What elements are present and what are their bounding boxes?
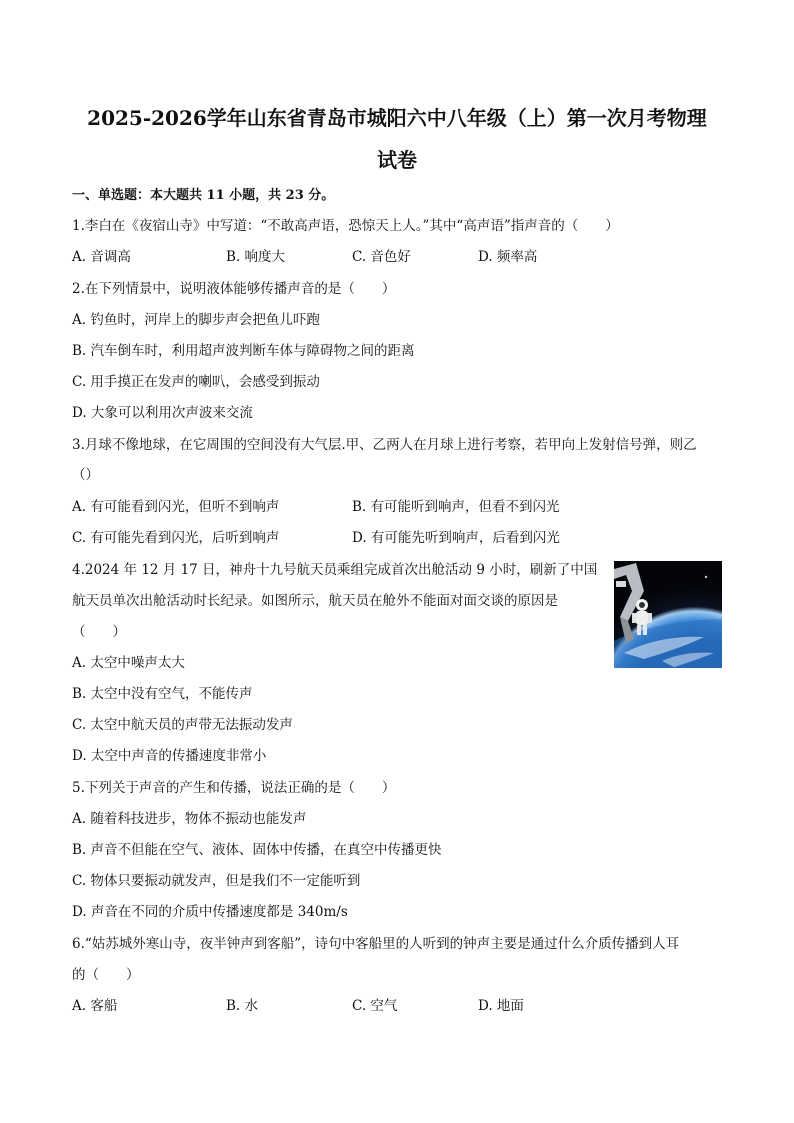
question-1-option-c: C. 音色好: [352, 249, 411, 265]
question-6-option-a: A. 客船: [72, 998, 118, 1014]
question-6-option-b: B. 水: [226, 998, 259, 1014]
question-4-stem-line3: （ ）: [72, 624, 126, 640]
question-5-option-a: A. 随着科技进步，物体不振动也能发声: [72, 811, 307, 827]
question-5-option-d: D. 声音在不同的介质中传播速度都是 340m/s: [72, 904, 348, 920]
question-3-stem-line2: （）: [72, 467, 99, 483]
question-2-option-a: A. 钓鱼时，河岸上的脚步声会把鱼儿吓跑: [72, 312, 320, 328]
question-2-option-b: B. 汽车倒车时，利用超声波判断车体与障碍物之间的距离: [72, 343, 415, 359]
question-1-option-a: A. 音调高: [72, 249, 131, 265]
question-4-option-b: B. 太空中没有空气，不能传声: [72, 686, 253, 702]
question-6-stem-line2: 的（ ）: [72, 967, 140, 983]
question-3-option-d: D. 有可能先听到响声，后看到闪光: [352, 530, 560, 546]
question-1-option-b: B. 响度大: [226, 249, 286, 265]
question-4-stem-line1: 4.2024 年 12 月 17 日，神舟十九号航天员乘组完成首次出舱活动 9 小时，刷新了中国: [72, 562, 598, 578]
question-3-option-c: C. 有可能先看到闪光，后听到响声: [72, 530, 280, 546]
question-6-option-d: D. 地面: [478, 998, 524, 1014]
exam-title-line1: 2025-2026学年山东省青岛市城阳六中八年级（上）第一次月考物理: [87, 106, 707, 130]
question-3-option-a: A. 有可能看到闪光，但听不到响声: [72, 499, 280, 515]
astronaut-spacewalk-image: [614, 561, 722, 668]
question-6-stem-line1: 6.“姑苏城外寒山寺，夜半钟声到客船”，诗句中客船里的人听到的钟声主要是通过什么介质传播到人耳: [72, 936, 680, 952]
question-3-option-b: B. 有可能听到响声，但看不到闪光: [352, 499, 560, 515]
question-4-option-a: A. 太空中噪声太大: [72, 655, 185, 671]
question-5-option-b: B. 声音不但能在空气、液体、固体中传播，在真空中传播更快: [72, 842, 442, 858]
question-5-option-c: C. 物体只要振动就发声，但是我们不一定能听到: [72, 873, 361, 889]
question-2-option-d: D. 大象可以利用次声波来交流: [72, 405, 253, 421]
question-4-option-c: C. 太空中航天员的声带无法振动发声: [72, 717, 293, 733]
question-5-stem: 5.下列关于声音的产生和传播，说法正确的是（ ）: [72, 780, 396, 796]
question-6-option-c: C. 空气: [352, 998, 398, 1014]
section-heading: 一、单选题：本大题共 11 小题，共 23 分。: [72, 188, 335, 203]
question-1-option-d: D. 频率高: [478, 249, 538, 265]
question-1-stem: 1.李白在《夜宿山寺》中写道：“不敢高声语，恐惊天上人。”其中“高声语”指声音的（ ）: [72, 218, 619, 234]
question-2-option-c: C. 用手摸正在发声的喇叭，会感受到振动: [72, 374, 320, 390]
question-4-stem-line2: 航天员单次出舱活动时长纪录。如图所示，航天员在舱外不能面对面交谈的原因是: [72, 593, 558, 609]
question-4-option-d: D. 太空中声音的传播速度非常小: [72, 748, 267, 764]
question-2-stem: 2.在下列情景中，说明液体能够传播声音的是（ ）: [72, 281, 396, 297]
question-3-stem-line1: 3.月球不像地球，在它周围的空间没有大气层.甲、乙两人在月球上进行考察，若甲向上发射信号弹，则乙: [72, 437, 697, 453]
exam-title-line2: 试卷: [377, 148, 417, 172]
